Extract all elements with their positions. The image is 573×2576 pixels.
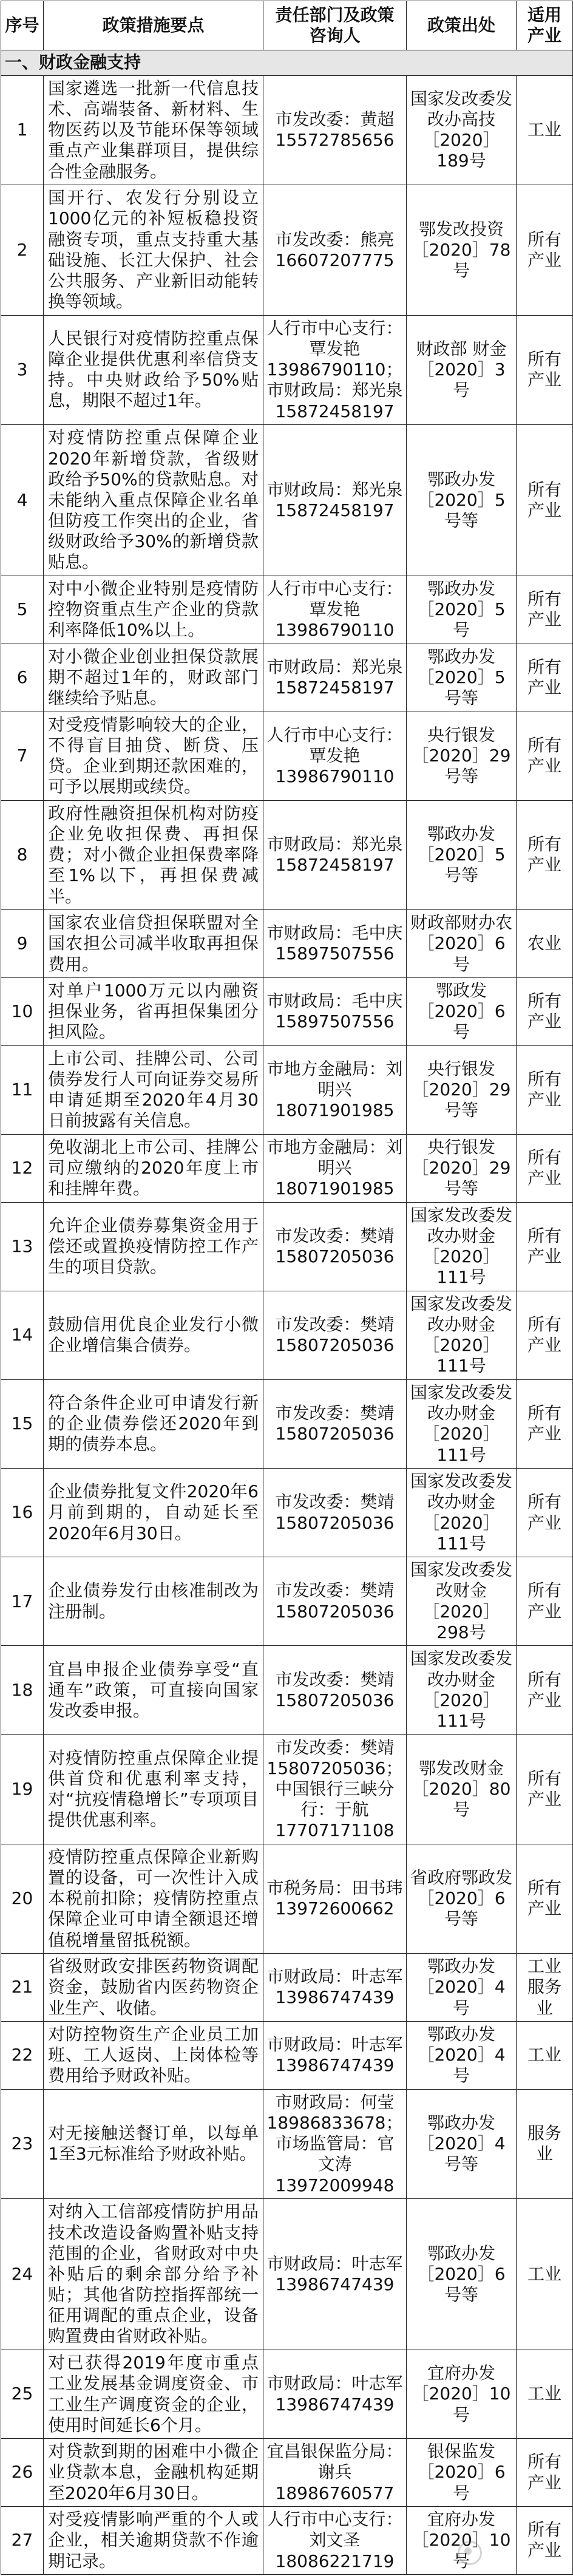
department-contact-line: 刘文圣 [309,2530,361,2551]
department-contact-line: 市财政局：毛中庆 [266,923,403,943]
policy-measure: 企业债券批复文件2020年6月前到期的，自动延长至2020年6月30日。 [44,1468,263,1557]
responsible-department [263,2021,407,2089]
policy-source: 财政部财办农［2020］6号 [407,910,517,978]
policy-measure: 对疫情防控重点保障企业2020年新增贷款，省级财政给予50%的贷款贴息。对未能纳入重点保障企业名单但防疫工作突出的企业，省级财政给予30%的新增贷款贴息。 [44,424,263,576]
applicable-industry: 所有产业 [517,185,573,315]
policy-measure: 对贷款到期的困难中小微企业贷款本息，金融机构延期至2020年6月30日。 [44,2439,263,2507]
policy-source: 财政部 财金［2020］3号 [407,315,517,424]
department-contact-line: 市发改委：黄超 [275,109,395,130]
header-responsible-department: 责任部门及政策咨询人 [263,1,407,50]
policy-measure: 宜昌申报企业债券享受“直通车”政策，可直接向国家发改委申报。 [44,1646,263,1735]
table-row [1,315,573,424]
table-row [1,2089,573,2198]
responsible-department [263,1735,407,1844]
responsible-department [263,1646,407,1735]
department-contact-line: 15872458197 [275,500,395,520]
policy-measure: 免收湖北上市公司、挂牌公司应缴纳的2020年度上市和挂牌年费。 [44,1134,263,1202]
applicable-industry: 所有产业 [517,1202,573,1291]
applicable-industry: 所有产业 [517,1735,573,1844]
row-number: 4 [1,424,44,576]
department-contact-line: 13986747439 [275,2274,395,2295]
department-contact-line: 覃发艳 [309,339,361,359]
department-contact-line: 市财政局：郑光泉 [266,656,403,677]
policy-source: 鄂政办发［2020］5号等 [407,644,517,712]
policy-measure: 对疫情防控重点保障企业提供首贷和优惠利率支持，对“抗疫情稳增长”专项项目提供优惠利率。 [44,1735,263,1844]
department-contact-line: 15872458197 [275,855,395,875]
row-number: 2 [1,185,44,315]
policy-table [1,1,573,2575]
table-body [1,50,573,2575]
department-contact-line: 市发改委：樊靖 [275,1737,395,1758]
applicable-industry: 所有产业 [517,576,573,644]
row-number: 25 [1,2350,44,2439]
policy-source: 鄂政办发［2020］4号 [407,2021,517,2089]
applicable-industry: 所有产业 [517,2506,573,2574]
header-applicable-industry: 适用产业 [517,1,573,50]
policy-source: 国家发改委发改办高技［2020］189号 [407,75,517,185]
responsible-department [263,2199,407,2350]
policy-measure: 对防控物资生产企业员工加班、工人返岗、上岗体检等费用给予财政补贴。 [44,2021,263,2089]
applicable-industry: 所有产业 [517,1379,573,1468]
department-contact-line: 17707171108 [275,1820,395,1841]
table-row [1,2350,573,2439]
applicable-industry: 所有产业 [517,800,573,909]
policy-source: 鄂政办发［2020］5号等 [407,424,517,576]
policy-source: 鄂政办发［2020］6号等 [407,2199,517,2350]
header-row [1,1,573,50]
table-row [1,712,573,800]
table-row [1,2439,573,2507]
table-row [1,1954,573,2022]
department-contact-line: 13986747439 [275,2394,395,2415]
row-number: 12 [1,1134,44,1202]
department-contact-line: 市财政局：毛中庆 [266,991,403,1011]
row-number: 23 [1,2089,44,2198]
responsible-department [263,2439,407,2507]
responsible-department [263,2506,407,2574]
department-contact-line: 15807205036 [275,1512,395,1533]
policy-source: 银保监发［2020］6号 [407,2439,517,2507]
department-contact-line: 13986790110 [275,620,395,641]
row-number: 7 [1,712,44,800]
row-number: 15 [1,1379,44,1468]
policy-source: 国家发改委发改办财金［2020］111号 [407,1646,517,1735]
table-row [1,576,573,644]
department-contact-line: 市财政局：郑光泉 [266,479,403,500]
policy-source: 国家发改委发改办财金［2020］111号 [407,1468,517,1557]
department-contact-line: 18986833678； [266,2113,403,2133]
policy-measure: 对中小微企业特别是疫情防控物资重点生产企业的贷款利率降低10%以上。 [44,576,263,644]
applicable-industry: 所有产业 [517,1468,573,1557]
table-row [1,1045,573,1134]
applicable-industry: 所有产业 [517,1045,573,1134]
policy-measure: 疫情防控重点保障企业新购置的设备，可一次性计入成本税前扣除；疫情防控重点保障企业可申请全额退还增值税增量留抵税额。 [44,1844,263,1953]
responsible-department [263,644,407,712]
header-policy-source: 政策出处 [407,1,517,50]
department-contact-line: 人行市中心支行： [266,579,403,599]
applicable-industry: 所有产业 [517,1557,573,1646]
applicable-industry: 所有产业 [517,977,573,1045]
table-row [1,75,573,185]
table-row [1,910,573,978]
department-contact-line: 13986747439 [275,1987,395,2008]
department-contact-line: 15807205036 [275,1690,395,1710]
applicable-industry: 工业服务业 [517,1954,573,2022]
responsible-department [263,424,407,576]
policy-measure: 政府性融资担保机构对防疫企业免收担保费、再担保费；对小微企业担保费率降至1%以下，再担保费减半。 [44,800,263,909]
department-contact-line: 行：于航 [300,1799,369,1820]
policy-source: 鄂政办发［2020］4号等 [407,2089,517,2198]
responsible-department [263,977,407,1045]
policy-source: 宜府办发［2020］10号 [407,2506,517,2574]
policy-measure: 上市公司、挂牌公司、公司债券发行人可向证券交易所申请延期至2020年4月30日前披露有关信息。 [44,1045,263,1134]
department-contact-line: 人行市中心支行： [266,2509,403,2530]
department-contact-line: 18986760577 [275,2483,395,2503]
department-contact-line: 市财政局：叶志军 [266,1966,403,1987]
department-contact-line: 市发改委：樊靖 [275,1403,395,1424]
row-number: 20 [1,1844,44,1953]
applicable-industry: 所有产业 [517,1844,573,1953]
table-row [1,1468,573,1557]
responsible-department [263,910,407,978]
table-row [1,644,573,712]
department-contact-line: 15807205036 [275,1424,395,1444]
policy-source: 央行银发［2020］29号等 [407,1045,517,1134]
policy-source: 国家发改委发改办财金［2020］111号 [407,1202,517,1291]
policy-measure: 对小微企业创业担保贷款展期不超过1年的，财政部门继续给予贴息。 [44,644,263,712]
department-contact-line: 18071901985 [275,1100,395,1121]
department-contact-line: 宜昌银保监分局： [266,2441,403,2462]
row-number: 9 [1,910,44,978]
department-contact-line: 15807205036 [275,1335,395,1356]
responsible-department [263,1379,407,1468]
department-contact-line: 15897507556 [275,943,395,964]
policy-source: 鄂政办发［2020］5号 [407,576,517,644]
policy-measure: 人民银行对疫情防控重点保障企业提供优惠利率信贷支持。中央财政给予50%贴息，期限不超过1年。 [44,315,263,424]
table-row [1,1844,573,1953]
row-number: 6 [1,644,44,712]
department-contact-line: 15807205036 [275,1601,395,1622]
row-number: 10 [1,977,44,1045]
policy-source: 央行银发［2020］29号等 [407,712,517,800]
department-contact-line: 15897507556 [275,1011,395,1032]
department-contact-line: 市财政局：郑光泉 [266,834,403,855]
row-number: 1 [1,75,44,185]
table-row [1,2506,573,2574]
responsible-department [263,315,407,424]
policy-source: 鄂政办发［2020］5号等 [407,800,517,909]
responsible-department [263,1291,407,1379]
responsible-department [263,185,407,315]
department-contact-line: 市发改委：樊靖 [275,1314,395,1335]
responsible-department [263,1844,407,1953]
row-number: 5 [1,576,44,644]
responsible-department [263,2089,407,2198]
department-contact-line: 文涛 [317,2154,352,2175]
applicable-industry: 农业 [517,910,573,978]
department-contact-line: 15807205036 [275,1246,395,1267]
department-contact-line: 中国银行三峡分 [275,1778,395,1799]
department-contact-line: 市场监管局：官 [275,2133,395,2154]
department-contact-line: 市发改委：熊亮 [275,229,395,250]
responsible-department [263,800,407,909]
responsible-department [263,1202,407,1291]
policy-measure: 鼓励信用优良企业发行小微企业增信集合债券。 [44,1291,263,1379]
responsible-department [263,1557,407,1646]
row-number: 21 [1,1954,44,2022]
policy-measure: 对纳入工信部疫情防护用品技术改造设备购置补贴支持范围的企业，省财政对中央补贴后的剩余部分给予补贴；其他省防控指挥部统一征用调配的重点企业，设备购置费由省财政补贴。 [44,2199,263,2350]
responsible-department [263,576,407,644]
applicable-industry: 所有产业 [517,315,573,424]
table-row [1,800,573,909]
row-number: 11 [1,1045,44,1134]
department-contact-line: 18086221719 [275,2551,395,2571]
department-contact-line: 明兴 [317,1079,352,1100]
applicable-industry: 服务业 [517,2089,573,2198]
responsible-department [263,1468,407,1557]
department-contact-line: 市财政局：叶志军 [266,2034,403,2055]
department-contact-line: 市财政局：叶志军 [266,2253,403,2274]
department-contact-line: 市税务局：田书玮 [266,1878,403,1898]
policy-source: 鄂发改财金［2020］80号 [407,1735,517,1844]
policy-measure: 省级财政安排医药物资调配资金，鼓励省内医药物资企业生产、收储。 [44,1954,263,2022]
policy-measure: 企业债券发行由核准制改为注册制。 [44,1557,263,1646]
department-contact-line: 市发改委：樊靖 [275,1669,395,1690]
policy-source: 鄂政发［2020］6号 [407,977,517,1045]
table-row [1,1379,573,1468]
row-number: 17 [1,1557,44,1646]
policy-source: 央行银发［2020］29号等 [407,1134,517,1202]
policy-source: 国家发改委发改办财金［2020］111号 [407,1379,517,1468]
department-contact-line: 谢兵 [317,2462,352,2483]
department-contact-line: 15572785656 [275,130,395,151]
row-number: 27 [1,2506,44,2574]
department-contact-line: 市财政局：叶志军 [266,2373,403,2394]
policy-source: 国家发改委发改财金［2020］298号 [407,1557,517,1646]
responsible-department [263,1134,407,1202]
department-contact-line: 15872458197 [275,678,395,698]
policy-source: 宜府办发［2020］10号 [407,2350,517,2439]
department-contact-line: 人行市中心支行： [266,724,403,745]
table-row [1,1557,573,1646]
department-contact-line: 覃发艳 [309,746,361,766]
table-row [1,1202,573,1291]
applicable-industry: 工业 [517,2350,573,2439]
policy-source: 鄂政办发［2020］4号 [407,1954,517,2022]
department-contact-line: 市地方金融局：刘 [266,1059,403,1079]
applicable-industry: 工业 [517,2021,573,2089]
policy-measure: 符合条件企业可申请发行新的企业债券偿还2020年到期的债券本息。 [44,1379,263,1468]
table-row [1,1646,573,1735]
department-contact-line: 15807205036； [266,1758,403,1778]
applicable-industry: 所有产业 [517,1646,573,1735]
section-title: 一、财政金融支持 [1,50,573,75]
department-contact-line: 15872458197 [275,401,395,421]
table-row [1,1291,573,1379]
department-contact-line: 市发改委：樊靖 [275,1226,395,1246]
department-contact-line: 覃发艳 [309,599,361,620]
department-contact-line: 市发改委：樊靖 [275,1492,395,1512]
department-contact-line: 市财政局：郑光泉 [266,380,403,401]
department-contact-line: 13972600662 [275,1898,395,1919]
department-contact-line: 13986790110 [275,766,395,787]
row-number: 3 [1,315,44,424]
applicable-industry: 所有产业 [517,1291,573,1379]
department-contact-line: 16607207775 [275,250,395,270]
department-contact-line: 13986747439 [275,2055,395,2076]
applicable-industry: 工业 [517,2199,573,2350]
applicable-industry: 所有产业 [517,2439,573,2507]
applicable-industry: 所有产业 [517,424,573,576]
table-row [1,1134,573,1202]
applicable-industry: 所有产业 [517,1134,573,1202]
policy-measure: 国开行、农发行分别设立1000亿元的补短板稳投资融资专项，重点支持重大基础设施、长江大保护、社会公共服务、产业新旧动能转换等领域。 [44,185,263,315]
table-row [1,185,573,315]
department-contact-line: 市地方金融局：刘 [266,1137,403,1157]
responsible-department [263,2350,407,2439]
policy-measure: 国家遴选一批新一代信息技术、高端装备、新材料、生物医药以及节能环保等领域重点产业集群项目，提供综合性金融服务。 [44,75,263,185]
policy-measure: 允许企业债券募集资金用于偿还或置换疫情防控工作产生的项目贷款。 [44,1202,263,1291]
policy-measure: 对已获得2019年度市重点工业发展基金调度资金、市工业生产调度资金的企业，使用时间延长6个月。 [44,2350,263,2439]
policy-source: 国家发改委发改办财金［2020］111号 [407,1291,517,1379]
header-number: 序号 [1,1,44,50]
row-number: 13 [1,1202,44,1291]
table-row [1,424,573,576]
responsible-department [263,1045,407,1134]
policy-source: 省政府鄂政发［2020］6号等 [407,1844,517,1953]
department-contact-line: 市财政局：何莹 [275,2092,395,2112]
policy-measure: 对无接触送餐订单，以每单1至3元标准给予财政补贴。 [44,2089,263,2198]
row-number: 14 [1,1291,44,1379]
row-number: 22 [1,2021,44,2089]
table-row [1,1735,573,1844]
row-number: 19 [1,1735,44,1844]
responsible-department [263,75,407,185]
department-contact-line: 人行市中心支行： [266,318,403,338]
responsible-department [263,1954,407,2022]
policy-measure: 对单户1000万元以内融资担保业务，省再担保集团分担风险。 [44,977,263,1045]
department-contact-line: 13972009948 [275,2175,395,2195]
row-number: 16 [1,1468,44,1557]
applicable-industry: 所有产业 [517,712,573,800]
department-contact-line: 13986790110； [266,359,403,380]
policy-measure: 国家农业信贷担保联盟对全国农担公司减半收取再担保费用。 [44,910,263,978]
row-number: 24 [1,2199,44,2350]
row-number: 8 [1,800,44,909]
policy-measure: 对受疫情影响较大的企业，不得盲目抽贷、断贷、压贷。企业到期还款困难的，可予以展期或续贷。 [44,712,263,800]
section-row [1,50,573,75]
table-row [1,2021,573,2089]
header-policy-measure: 政策措施要点 [44,1,263,50]
responsible-department [263,712,407,800]
policy-measure: 对受疫情影响严重的个人或企业，相关逾期贷款不作逾期记录。 [44,2506,263,2574]
department-contact-line: 18071901985 [275,1178,395,1199]
row-number: 26 [1,2439,44,2507]
policy-source: 鄂发改投资［2020］78号 [407,185,517,315]
department-contact-line: 明兴 [317,1158,352,1178]
table-row [1,977,573,1045]
department-contact-line: 市发改委：樊靖 [275,1580,395,1601]
applicable-industry: 工业 [517,75,573,185]
table-row [1,2199,573,2350]
applicable-industry: 所有产业 [517,644,573,712]
row-number: 18 [1,1646,44,1735]
